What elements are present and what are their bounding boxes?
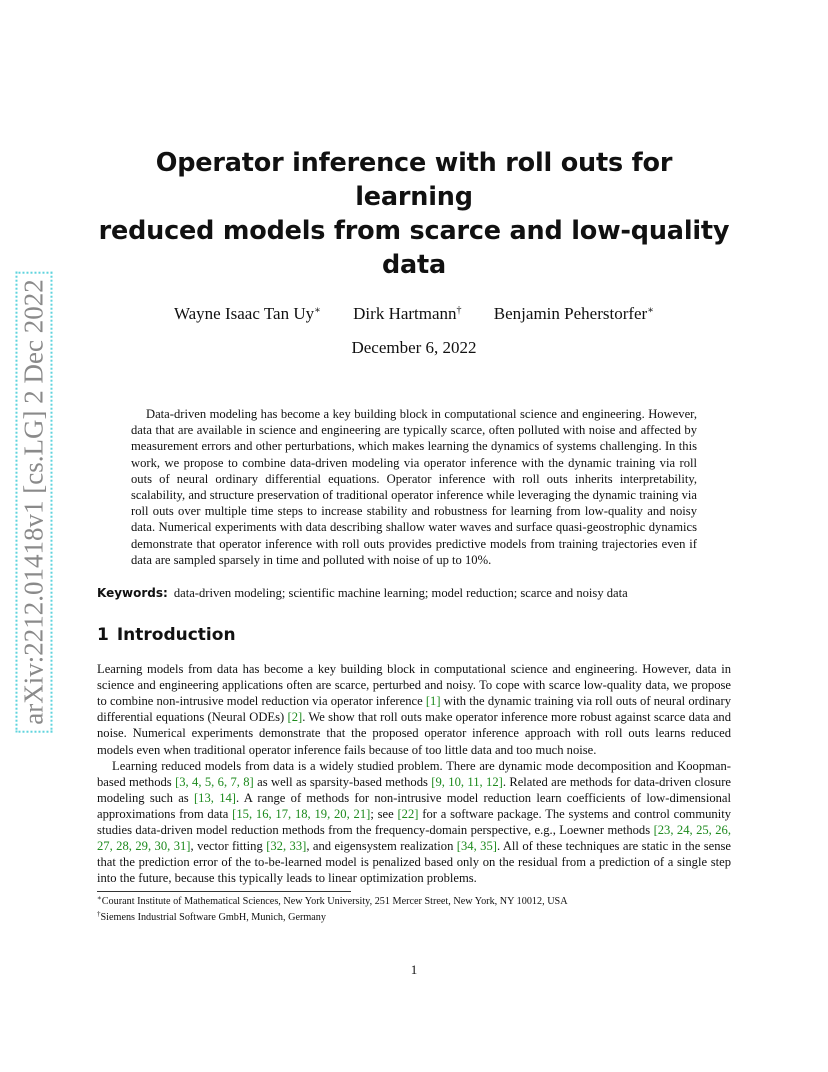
citation-link[interactable]: [22]: [397, 806, 419, 821]
title-line-1: Operator inference with roll outs for learning: [155, 148, 673, 212]
citation-link[interactable]: [9, 10, 11, 12]: [431, 774, 503, 789]
keywords: [97, 586, 731, 601]
keywords-label: Keywords:: [97, 586, 168, 601]
citation-link[interactable]: [32, 33]: [266, 839, 307, 854]
citation-link[interactable]: [34, 35]: [456, 839, 497, 854]
page-number: 1: [410, 962, 418, 977]
section-number: 1: [97, 625, 109, 646]
intro-paragraph-2: Learning reduced models from data is a widely studied problem. There are dynamic mode decomposition and Koopman-based methods [3, 4, 5, 6, 7, 8] as well as sparsity-based methods [9, 10, 11, 12]. Related are methods for data-driven closure modeling such as [13, 14]. A range of methods for non-intrusive model reduction learn coefficients of low-dimensional approximations from data [15, 16, 17, 18, 19, 20, 21]; see [22] for a software package. The systems and control community studies data-driven model reduction methods from the frequency-domain perspective, e.g., Loewner methods [23, 24, 25, 26, 27, 28, 29, 30, 31], vector fitting [32, 33], and eigensystem realization [34, 35]. All of these techniques are static in the sense that the prediction error of the to-be-learned model is penalized based only on the residual from a prediction of a single step into the future, because this typically leads to linear optimization problems.: [97, 758, 732, 886]
citation-link[interactable]: [23, 24, 25, 26, 27, 28, 29, 30, 31]: [97, 822, 731, 854]
keywords-text: data-driven modeling; scientific machine learning; model reduction; scarce and noisy data: [173, 586, 628, 601]
paper-title: [97, 146, 731, 282]
author-1-affiliation-mark: ∗: [314, 305, 321, 316]
citation-link[interactable]: [2]: [287, 710, 303, 725]
footnote-1-mark: ∗: [97, 894, 102, 903]
abstract: Data-driven modeling has become a key building block in computational science and engineering. However, data that are available in science and engineering are typically scarce, often polluted with noise and affected by measurement errors and other perturbations, which makes learning the dynamics of systems challenging. In this work, we propose to combine data-driven modeling via operator inference with the dynamic training via roll outs of neural ordinary differential equations. Operator inference with roll outs inherits interpretability, scalability, and structure preservation of traditional operator inference while leveraging the dynamic training via roll outs over multiple time steps to increase stability and robustness for learning from low-quality and noisy data. Numerical experiments with data describing shallow water waves and surface quasi-geostrophic dynamics demonstrate that operator inference with roll outs provides predictive models from training trajectories even if data are sampled sparsely in time and polluted with noise of up to 10%.: [131, 407, 697, 567]
author-2: Dirk Hartmann†: [353, 304, 462, 323]
arxiv-stamp: arXiv:2212.01418v1 [cs.LG] 2 Dec 2022: [15, 271, 52, 732]
citation-link[interactable]: [13, 14]: [193, 790, 236, 805]
citation-link[interactable]: [3, 4, 5, 6, 7, 8]: [175, 774, 254, 789]
citation-link[interactable]: [15, 16, 17, 18, 19, 20, 21]: [232, 806, 371, 821]
author-2-affiliation-mark: †: [456, 305, 462, 316]
paper-date: December 6, 2022: [351, 338, 477, 357]
footnote-2-mark: †: [97, 910, 101, 919]
author-3-affiliation-mark: ∗: [647, 305, 655, 316]
section-heading: [97, 625, 731, 645]
citation-link[interactable]: [1]: [425, 694, 441, 709]
author-1: Wayne Isaac Tan Uy∗: [173, 304, 321, 323]
footnote-2: †Siemens Industrial Software GmbH, Munich, Germany: [97, 910, 326, 924]
intro-paragraph-1: Learning models from data has become a key building block in computational science and engineering. However, data in science and engineering applications often are scarce, perturbed and noisy. To cope with scarce low-quality data, we propose to combine non-intrusive model reduction via operator inference [1] with the dynamic training via roll outs of neural ordinary differential equations (Neural ODEs) [2]. We show that roll outs make operator inference more robust against scarce data and noise. Numerical experiments demonstrate that the proposed operator inference approach with roll outs learns reduced models even when traditional operator inference fails because of too little data and too much noise.: [97, 662, 731, 757]
footnote-1: ∗Courant Institute of Mathematical Sciences, New York University, 251 Mercer Street, New York, NY 10012, USA: [97, 894, 568, 908]
title-line-2: reduced models from scarce and low-quality data: [98, 216, 730, 280]
author-list: [97, 304, 731, 324]
paper-page: [97, 146, 731, 924]
section-title: Introduction: [116, 625, 236, 646]
author-3: Benjamin Peherstorfer∗: [493, 304, 655, 323]
